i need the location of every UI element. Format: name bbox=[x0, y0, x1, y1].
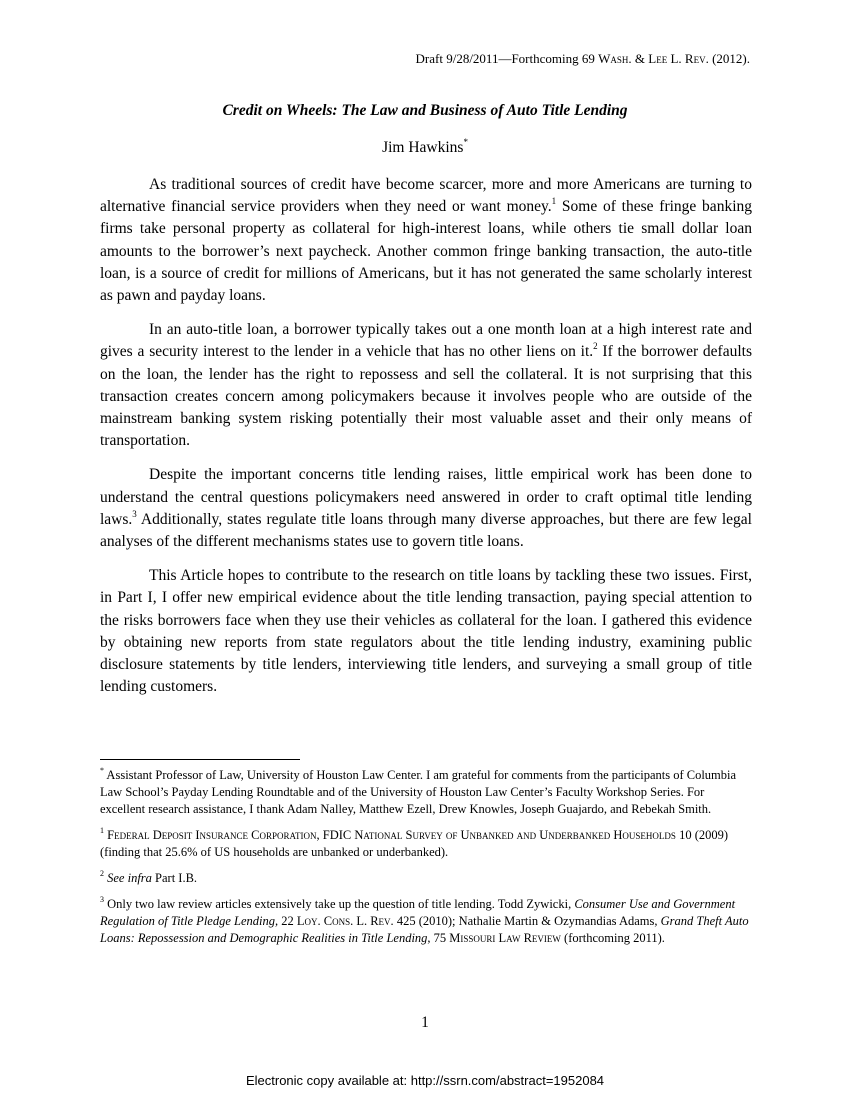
footnote-author-mark: * bbox=[100, 765, 104, 775]
article-body bbox=[100, 174, 752, 710]
footnote-3-text-3: 425 (2010); Nathalie Martin & Ozymandias Adams, bbox=[393, 914, 661, 928]
paragraph-3-text-a: Despite the important concerns title lending raises, little empirical work has been done to understand the central questions policymakers need answered in order to craft optimal title lending laws. bbox=[100, 466, 752, 528]
running-header-journal-lee: Lee bbox=[648, 51, 668, 66]
body-paragraph-1 bbox=[100, 174, 752, 307]
article-title: Credit on Wheels: The Law and Business of Auto Title Lending bbox=[222, 102, 628, 119]
footnote-1-mark: 1 bbox=[100, 825, 104, 835]
footnote-ref-2: 2 bbox=[593, 341, 598, 352]
footnote-1-text: 10 (2009) (finding that 25.6% of US households are unbanked or underbanked). bbox=[100, 828, 729, 859]
footnote-3-journal-1: Loy. Cons. L. Rev. bbox=[296, 914, 394, 928]
footnote-1 bbox=[100, 827, 752, 861]
author-line bbox=[0, 138, 850, 158]
paragraph-1-text-b: Some of these fringe banking firms take personal property as collateral for high-interest loans, while others tie small dollar loan amounts to the borrower’s next paycheck. Another common fringe banking transaction, the auto-title loan, is a source of credit for millions of Americans, but it has not generated the same scholarly interest as pawn and payday loans. bbox=[100, 198, 752, 305]
body-paragraph-3 bbox=[100, 464, 752, 553]
paragraph-2-text-a: In an auto-title loan, a borrower typically takes out a one month loan at a high interest rate and gives a security interest to the lender in a vehicle that has no other liens on it. bbox=[100, 321, 752, 361]
footnote-2-signal: See infra bbox=[104, 871, 152, 885]
footnote-ref-3: 3 bbox=[132, 508, 137, 519]
footnote-3-text-2: 22 bbox=[278, 914, 297, 928]
footnote-1-source: Federal Deposit Insurance Corporation, FDIC National Survey of Unbanked and Underbanked Households bbox=[104, 828, 676, 842]
ssrn-availability-footer: Electronic copy available at: http://ssrn.com/abstract=1952084 bbox=[245, 1073, 605, 1088]
running-header-amp: & bbox=[631, 51, 649, 66]
running-header-suffix: (2012). bbox=[708, 51, 750, 66]
footnote-author-text: Assistant Professor of Law, University of Houston Law Center. I am grateful for comments from the participants of Columbia Law School’s Payday Lending Roundtable and of the University of Houston Law Center’s Faculty Workshop Series. For excellent research assistance, I thank Adam Nalley, Matthew Ezell, Drew Knowles, Joseph Guajardo, and Rebekah Smith. bbox=[100, 768, 737, 816]
footnote-separator bbox=[100, 759, 300, 760]
footnote-3-title-2: Grand Theft Auto Loans: Repossession and Demographic Realities in Title Lending bbox=[100, 914, 749, 945]
footnote-3-journal-2: Missouri Law Review bbox=[449, 931, 561, 945]
footnote-3-text-1: Only two law review articles extensively take up the question of title lending. Todd Zywicki, bbox=[104, 897, 575, 911]
footnote-3-text-4: , 75 bbox=[427, 931, 450, 945]
paragraph-1-text-a: As traditional sources of credit have become scarcer, more and more Americans are turning to alternative financial service providers when they need or want money. bbox=[100, 176, 752, 216]
body-paragraph-2 bbox=[100, 319, 752, 452]
author-footnote-mark: * bbox=[463, 136, 468, 147]
running-header-prefix: Draft 9/28/2011—Forthcoming 69 bbox=[415, 51, 599, 66]
footnote-author bbox=[100, 767, 752, 818]
paragraph-2-text-b: If the borrower defaults on the loan, the lender has the right to repossess and sell the collateral. It is not surprising that this transaction creates concern among policymakers because it involves people who are outside of the mainstream banking system risking potentially their most valuable asset and their only means of transportation. bbox=[100, 343, 752, 450]
footnote-ref-1: 1 bbox=[551, 196, 557, 207]
footnote-2-mark: 2 bbox=[100, 868, 104, 878]
footnotes bbox=[100, 767, 752, 956]
footnote-2 bbox=[100, 870, 752, 887]
running-header-journal-rev: L. Rev. bbox=[670, 51, 709, 66]
footnote-3-mark: 3 bbox=[100, 894, 104, 904]
paragraph-3-text-b: Additionally, states regulate title loans through many diverse approaches, but there are few legal analyses of the different mechanisms states use to govern title loans. bbox=[100, 510, 752, 551]
footnote-3-text-5: (forthcoming 2011). bbox=[560, 931, 665, 945]
author-name: Jim Hawkins bbox=[382, 139, 464, 156]
running-header-journal-wash: Wash. bbox=[598, 51, 632, 66]
running-header bbox=[416, 51, 750, 67]
footnote-3-title-1: Consumer Use and Government Regulation of Title Pledge Lending, bbox=[100, 897, 736, 928]
footnote-3 bbox=[100, 896, 752, 947]
page-number: 1 bbox=[421, 1014, 429, 1031]
footnote-2-text: Part I.B. bbox=[151, 871, 198, 885]
body-paragraph-4: This Article hopes to contribute to the research on title loans by tackling these two issues. First, in Part I, I offer new empirical evidence about the title lending transaction, paying special attention to the risks borrowers face when they use their vehicles as collateral for the loan. I gathered this evidence by obtaining new reports from state regulators about the title lending industry, examining public disclosure statements by title lenders, interviewing title lenders, and surveying a small group of title lending customers. bbox=[100, 567, 752, 696]
